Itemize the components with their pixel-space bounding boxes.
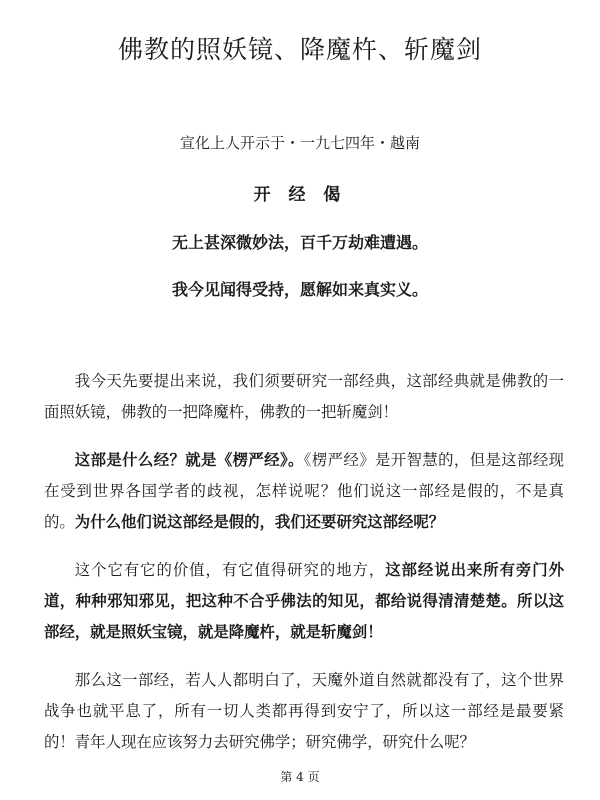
gatha-verse-line-1: 无上甚深微妙法，百千万劫难遭遇。 [171,233,428,252]
paragraph-text-bold: 为什么他们说这部经是假的，我们还要研究这部经呢？ [74,513,445,531]
page-number: 第 4 页 [280,770,320,784]
paragraph-1 [44,366,564,428]
paragraph-2 [44,445,564,538]
paragraph-text: 我今天先要提出来说，我们须要研究一部经典，这部经典就是佛教的一面照妖镜，佛教的一把降魔杵，佛教的一把斩魔剑！ [44,372,564,421]
document-subtitle: 宣化上人开示于・一九七四年・越南 [179,134,420,152]
gatha-verse-line-2: 我今见闻得受持，愿解如来真实义。 [171,280,428,299]
gatha-heading: 开 经 偈 [253,185,347,205]
paragraph-3 [44,555,564,648]
paragraph-text-bold: 这部经说出来所有旁门外道，种种邪知邪见，把这种不合乎佛法的知见，都给说得清清楚楚。所以这部经，就是照妖宝镜，就是降魔杵，就是斩魔剑！ [44,561,564,641]
paragraph-text: 那么这一部经，若人人都明白了，天魔外道自然就都没有了，这个世界战争也就平息了，所有一切人类都再得到安宁了，所以这一部经是最要紧的！青年人现在应该努力去研究佛学；研究佛学，研究什么呢？ [44,671,564,751]
document-title: 佛教的照妖镜、降魔杵、斩魔剑 [117,35,482,64]
paragraph-text: 《楞严经》是开智慧的，但是这部经现在受到世界各国学者的歧视，怎样说呢？他们说这一部经是假的，不是真的。 [44,451,564,531]
paragraph-text: 这个它有它的价值，有它值得研究的地方， [74,561,386,579]
paragraph-4 [44,665,564,758]
paragraph-text-bold: 这部是什么经？就是《楞严经》。 [74,451,304,469]
body-text [44,366,564,775]
